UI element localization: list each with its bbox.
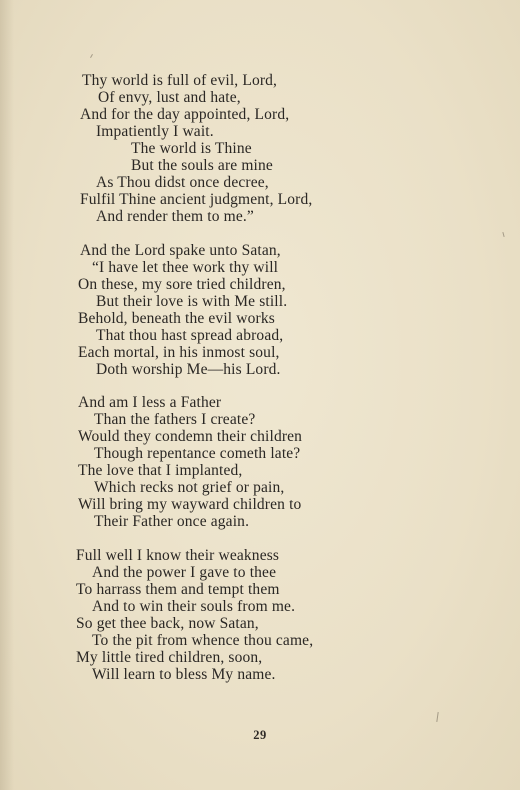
poem-line: And am I less a Father xyxy=(78,394,222,411)
poem-line: But their love is with Me still. xyxy=(96,292,288,310)
poem-line: The world is Thine xyxy=(131,140,252,157)
poem-line: The love that I implanted, xyxy=(78,462,243,479)
poem-line: To the pit from whence thou came, xyxy=(92,631,314,649)
poem-line: Full well I know their weakness xyxy=(76,546,280,564)
poem-line: So get thee back, now Satan, xyxy=(76,614,259,632)
stanza-3 xyxy=(0,394,520,530)
poem-line: Behold, beneath the evil works xyxy=(78,309,275,327)
poem-line: Impatiently I wait. xyxy=(96,123,214,140)
poem-line: Though repentance cometh late? xyxy=(94,445,301,462)
poem-line: Will bring my wayward children to xyxy=(78,496,302,513)
poem-line: Thy world is full of evil, Lord, xyxy=(82,72,278,89)
poem-line: And for the day appointed, Lord, xyxy=(80,106,290,123)
poem-line: And render them to me.” xyxy=(96,208,254,225)
poem-line: Each mortal, in his inmost soul, xyxy=(78,343,280,361)
paper-speck xyxy=(436,712,438,722)
poem-line: But the souls are mine xyxy=(131,157,273,174)
poem-line: Their Father once again. xyxy=(94,513,250,530)
poem-line: And to win their souls from me. xyxy=(92,597,296,615)
stanza-1 xyxy=(0,72,520,225)
poem-line: That thou hast spread abroad, xyxy=(96,326,284,344)
poem-line: “I have let thee work thy will xyxy=(92,258,279,276)
poem-line: Would they condemn their children xyxy=(78,428,303,445)
poem-line: Doth worship Me—his Lord. xyxy=(96,360,281,378)
poem-line: Which recks not grief or pain, xyxy=(94,479,285,496)
stanza-2 xyxy=(0,242,520,378)
poem-line: And the power I gave to thee xyxy=(92,563,277,581)
page-number: 29 xyxy=(253,728,267,742)
poem-line: Of envy, lust and hate, xyxy=(98,89,241,106)
stanza-gap xyxy=(0,378,520,395)
poem xyxy=(0,72,520,683)
poem-line: As Thou didst once decree, xyxy=(96,174,269,191)
stanza-4 xyxy=(0,547,520,683)
poem-line: On these, my sore tried children, xyxy=(78,275,286,293)
stanza-gap xyxy=(0,530,520,547)
poem-line: Than the fathers I create? xyxy=(94,411,256,428)
poem-line: Fulfil Thine ancient judgment, Lord, xyxy=(80,191,313,208)
poem-line: And the Lord spake unto Satan, xyxy=(80,241,281,259)
poem-line: My little tired children, soon, xyxy=(76,648,263,666)
poem-line: To harrass them and tempt them xyxy=(76,580,280,598)
poem-line: Will learn to bless My name. xyxy=(92,665,276,683)
paper-speck xyxy=(90,54,93,58)
stanza-gap xyxy=(0,225,520,242)
